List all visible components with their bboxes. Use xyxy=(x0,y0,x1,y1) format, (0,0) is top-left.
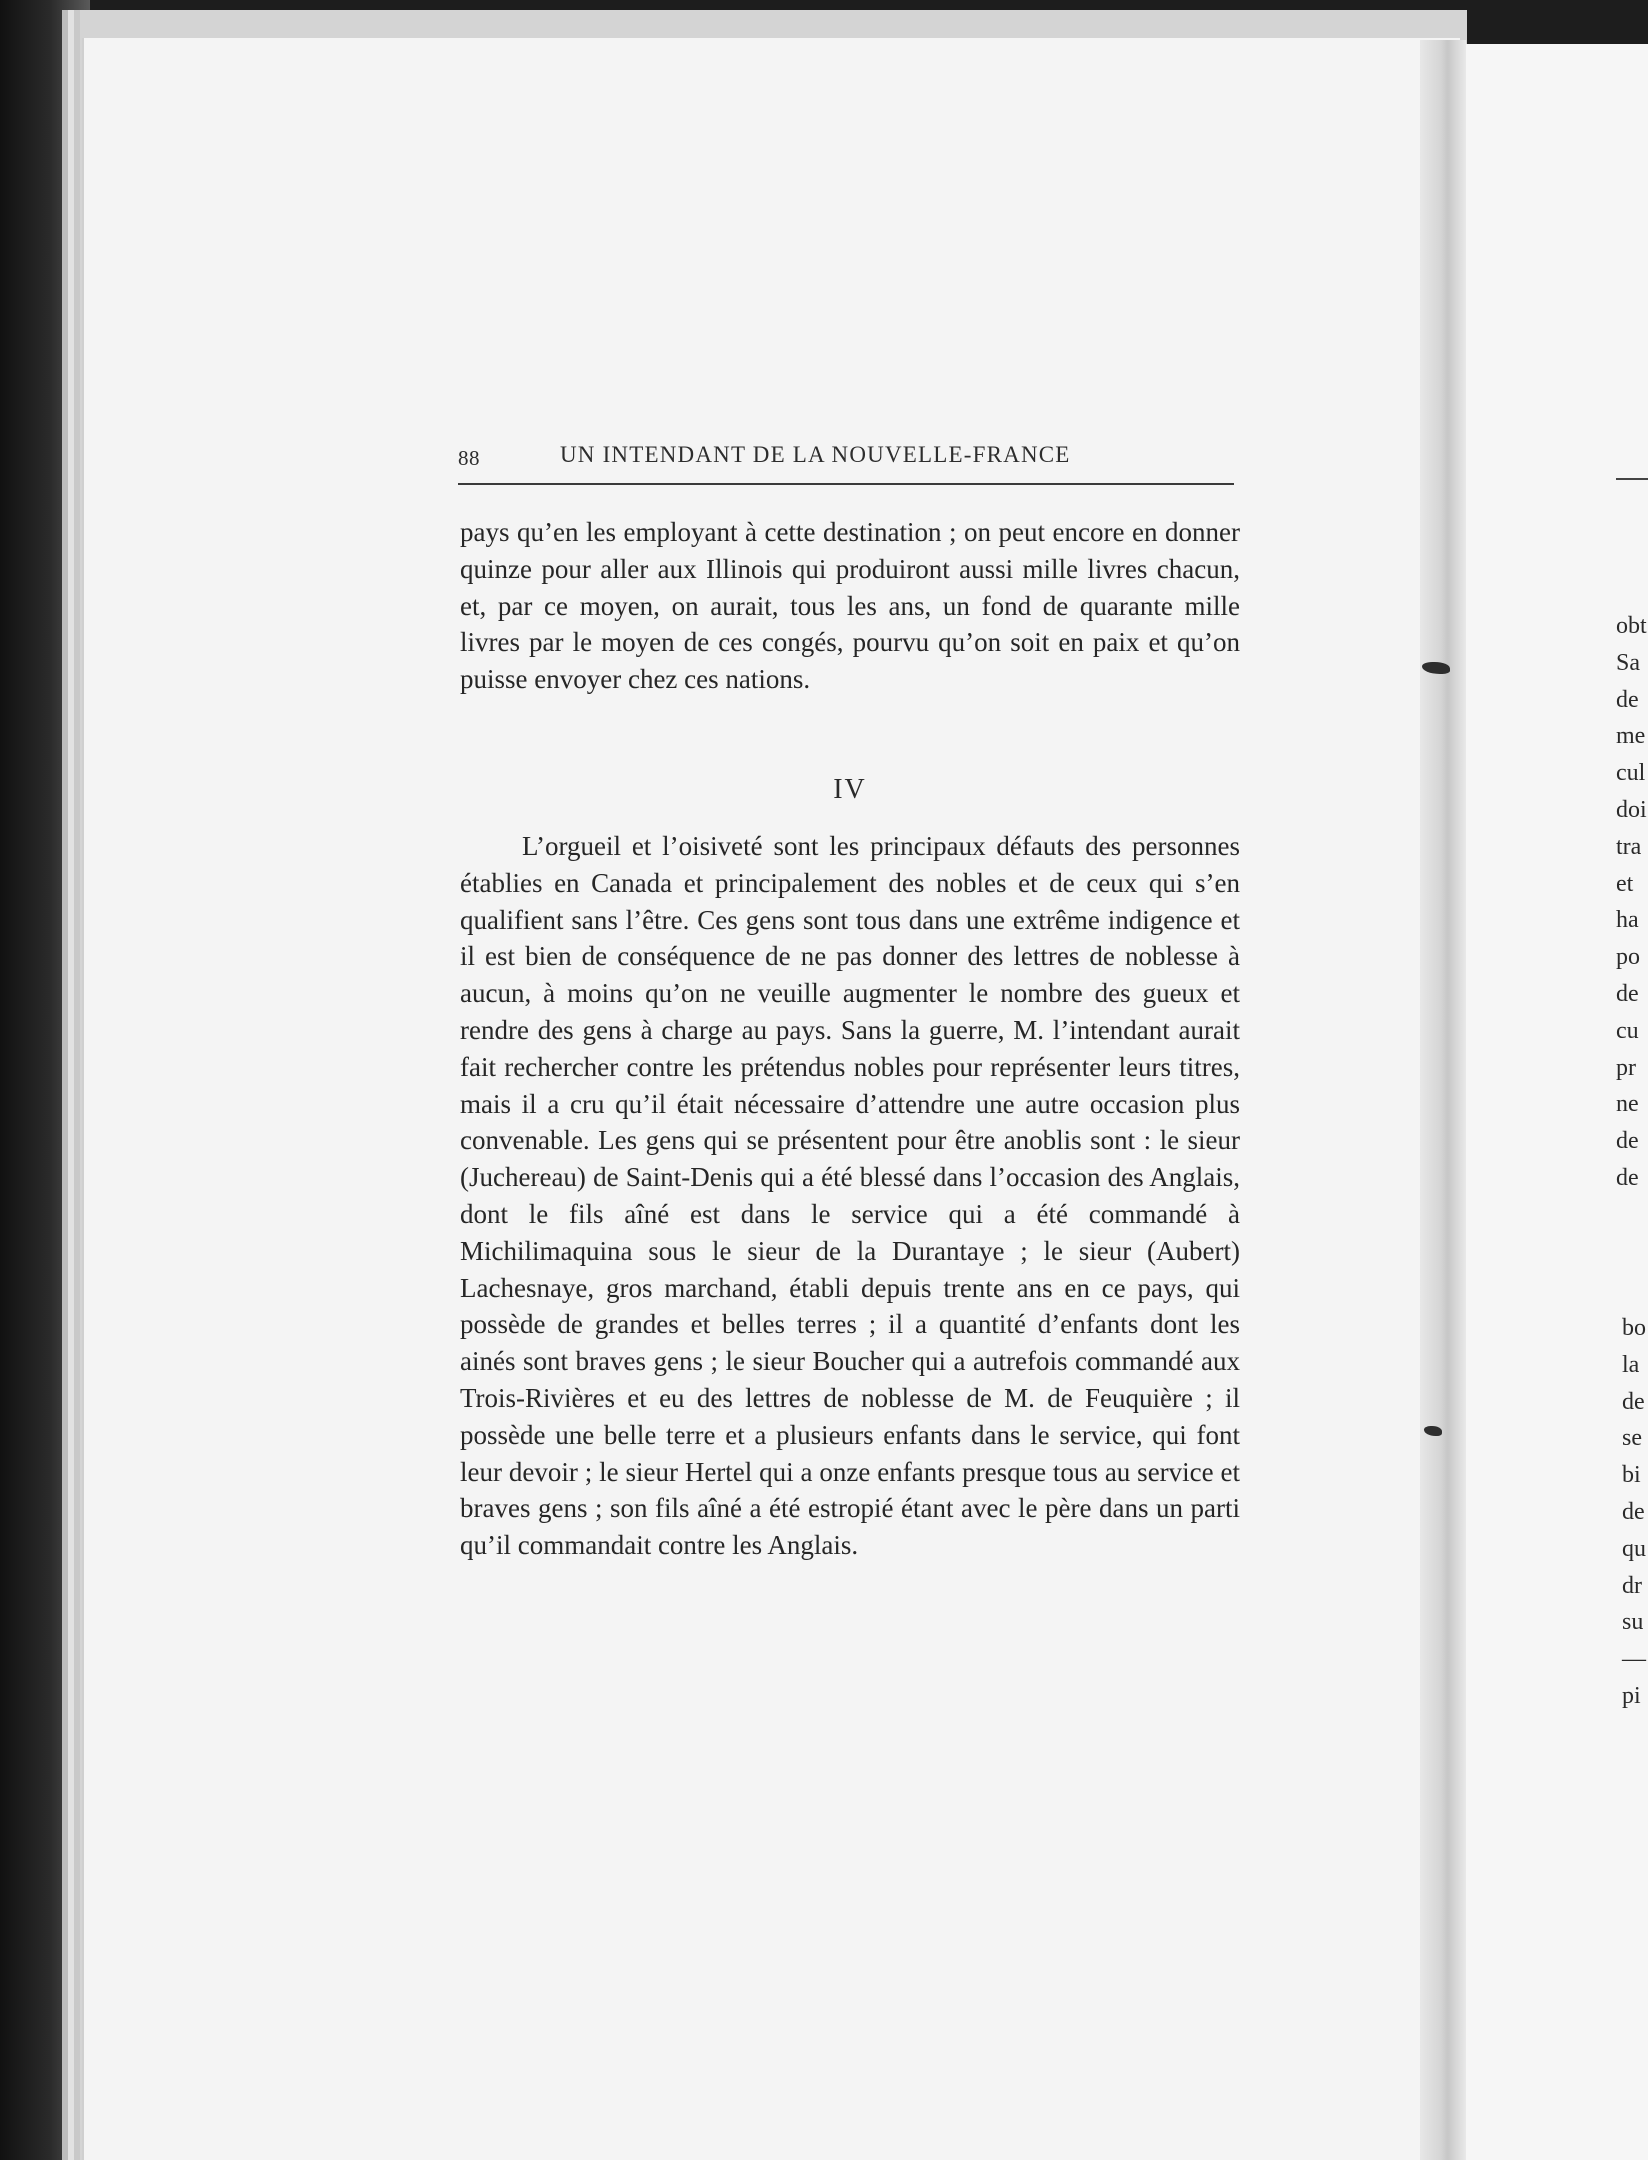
running-title: UN INTENDANT DE LA NOUVELLE-FRANCE xyxy=(560,442,1071,467)
running-header xyxy=(458,442,1236,486)
book-gutter xyxy=(1420,40,1466,2160)
section-number: IV xyxy=(833,774,867,805)
paragraph-main: L’orgueil et l’oisiveté sont les principaux défauts des personnes établies en Canada et principalement des nobles et de ceux qui s’en qualifient sans l’être. Ces gens sont tous dans une extrême indigence et il est bien de conséquence de ne pas donner des lettres de noblesse à aucun, à moins qu’on ne veuille augmenter le nombre des gueux et rendre des gens à charge au pays. Sans la guerre, M. l’intendant aurait fait rechercher contre les prétendus nobles pour représenter leurs titres, mais il a cru qu’il était nécessaire d’attendre une autre occasion plus convenable. Les gens qui se présentent pour être anoblis sont : le sieur (Juchereau) de Saint-Denis qui a été blessé dans l’occasion des Anglais, dont le fils aîné est dans le service qui a été commandé à Michilimaquina sous le sieur de la Durantaye ; le sieur (Aubert) Lachesnaye, gros marchand, établi depuis trente ans en ce pays, qui possède de grandes et belles terres ; il a quantité d’enfants dont les ainés sont braves gens ; le sieur Boucher qui a autrefois commandé aux Trois-Rivières et eu des lettres de noblesse de M. de Feuquière ; il possède une belle terre et a plusieurs enfants dans le service, qui font leur devoir ; le sieur Hertel qui a onze enfants presque tous au service et braves gens ; son fils aîné a été estropié étant avec le père dans un parti qu’il commandait contre les Anglais. xyxy=(460,831,1240,1561)
paragraph-continuation: pays qu’en les employant à cette destination ; on peut encore en donner quinze pour aller aux Illinois qui produiront aussi mille livres chacun, et, par ce moyen, on aurait, tous les ans, un fond de quarante mille livres par le moyen de ces congés, pourvu qu’on soit en paix et qu’on puisse envoyer chez ces nations. xyxy=(460,517,1240,695)
facing-page-fragment-text: bo la de se bi de qu dr su — pi xyxy=(1622,1315,1646,1709)
facing-page-fragment-text: obt Sa de me cul doi tra et ha po de cu pr ne de de xyxy=(1616,613,1647,1191)
page-number: 88 xyxy=(458,446,480,470)
facing-page-header-rule xyxy=(1616,478,1648,480)
header-rule xyxy=(458,483,1234,485)
